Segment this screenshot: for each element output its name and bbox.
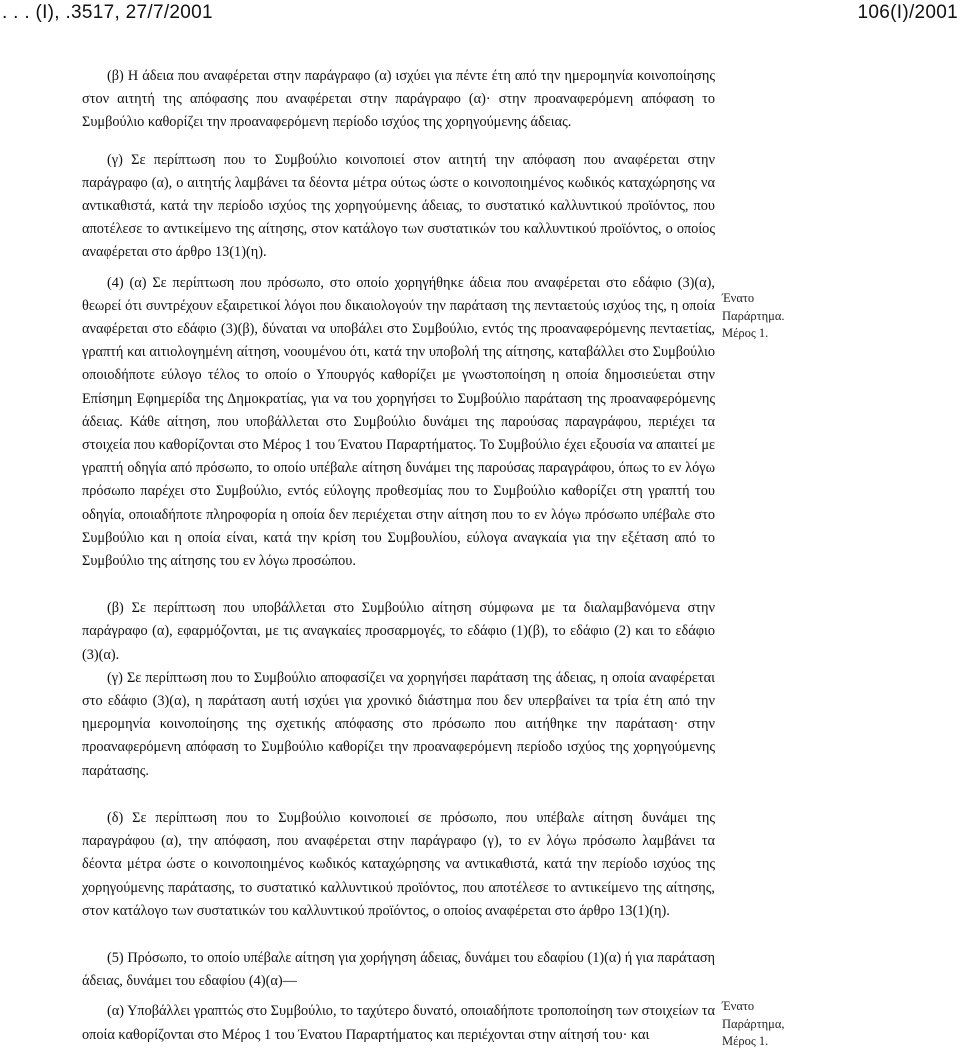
law-text-body xyxy=(82,65,715,1047)
margin-note-line: Ένατο xyxy=(722,291,755,305)
margin-note-line: Μέρος 1. xyxy=(722,1034,769,1049)
paragraph-4b: (β) Σε περίπτωση που υποβάλλεται στο Συμβούλιο αίτηση σύμφωνα με τα διαλαμβανόμενα στην παράγραφο (α), εφαρμόζονται, με τις αναγκαίες προσαρμογές, το εδάφιο (1)(β), το εδάφιο (2) και το εδάφιο (3)(α). xyxy=(82,600,715,663)
law-number: 106(Ι)/2001 xyxy=(857,2,958,23)
margin-note-line: Παράρτημα. xyxy=(722,308,785,323)
margin-note-ninth-annex xyxy=(722,290,802,343)
paragraph-5a: (α) Υποβάλλει γραπτώς στο Συμβούλιο, το ταχύτερο δυνατό, οποιαδήποτε τροποποίηση των στοιχείων τα οποία καθορίζονται στο Μέρος 1 του Ένατου Παραρτήματος και περιέχονται στην αίτησή του· και xyxy=(82,1003,715,1043)
paragraph-3c: (γ) Σε περίπτωση που το Συμβούλιο κοινοποιεί στον αιτητή την απόφαση που αναφέρεται στην παράγραφο (α), ο αιτητής λαμβάνει τα δέοντα μέτρα ούτως ώστε ο κοινοποιημένος κωδικός καταχώρησης να αντικαθιστά, κατά την περίοδο ισχύος της χορηγούμενης άδειας, το συστατικό καλλυντικού προϊόντος, που αποτέλεσε το αντικείμενο της αίτησης, στον κατάλογο των συστατικών του καλλυντικού προϊόντος, ο οποίος αναφέρεται στο άρθρο 13(1)(η). xyxy=(82,151,715,261)
gazette-reference: . . . (Ι), .3517, 27/7/2001 xyxy=(2,2,213,23)
paragraph-5: (5) Πρόσωπο, το οποίο υπέβαλε αίτηση για χορήγηση άδειας, δυνάμει του εδαφίου (1)(α) ή για παράταση άδειας, δυνάμει του εδαφίου (4)(α)— xyxy=(82,949,715,990)
paragraph-4a: (4) (α) Σε περίπτωση που πρόσωπο, στο οποίο χορηγήθηκε άδεια που αναφέρεται στο εδάφιο (3)(α), θεωρεί ότι συντρέχουν εξαιρετικοί λόγοι που δικαιολογούν την παράταση της πενταετούς ισχύος της, η οποία αναφέρεται στο εδάφιο (3)(β), δύναται να υποβάλει στο Συμβούλιο, εντός της προαναφερόμενης πενταετίας, γραπτή και αιτιολογημένη αίτηση, νοουμένου ότι, κατά την υποβολή της αίτησης, καταβάλλει στο Συμβούλιο οποιοδήποτε εύλογο τέλος το οποίο ο Υπουργός καθορίζει με γνωστοποίηση η οποία δημοσιεύεται στην Επίσημη Εφημερίδα της Δημοκρατίας, για να του χορηγήσει το Συμβούλιο παράταση της προαναφερόμενης άδειας. Κάθε αίτηση, που υποβάλλεται στο Συμβούλιο δυνάμει της παρούσας παραγράφου, περιέχει τα στοιχεία που καθορίζονται στο Μέρος 1 του Ένατου Παραρτήματος. Το Συμβούλιο έχει εξουσία να απαιτεί με γραπτή οδηγία από πρόσωπο, το οποίο υπέβαλε αίτηση δυνάμει της παρούσας παραγράφου, όπως το εν λόγω πρόσωπο παρέχει στο Συμβούλιο, εντός εύλογης προθεσμίας που το Συμβούλιο καθορίζει στη γραπτή του οδηγία, οποιαδήποτε πληροφορία η οποία δεν περιέχεται στην αίτηση που το εν λόγω πρόσωπο υπέβαλε στο Συμβούλιο και η οποία είναι, κατά την κρίση του Συμβουλίου, εύλογα αναγκαία για την εξέταση από το Συμβούλιο της αίτησης του εν λόγω προσώπου. xyxy=(82,274,715,570)
margin-note-line: Παράρτημα, xyxy=(722,1016,785,1031)
paragraph-3b: (β) Η άδεια που αναφέρεται στην παράγραφο (α) ισχύει για πέντε έτη από την ημερομηνία κοινοποίησης στον αιτητή της απόφασης που αναφέρεται στην παράγραφο (α)· στην προαναφερόμενη απόφαση το Συμβούλιο καθορίζει την προαναφερόμενη περίοδο ισχύος της χορηγούμενης άδειας. xyxy=(82,68,715,131)
margin-note-ninth-annex-2 xyxy=(722,998,802,1051)
paragraph-4d: (δ) Σε περίπτωση που το Συμβούλιο κοινοποιεί σε πρόσωπο, που υπέβαλε αίτηση δυνάμει της παραγράφου (α), την απόφαση, που αναφέρεται στην παράγραφο (γ), το εν λόγω πρόσωπο λαμβάνει τα δέοντα μέτρα ώστε ο κοινοποιημένος κωδικός καταχώρησης να αντικαθιστά, κατά την περίοδο ισχύος της χορηγούμενης παράτασης, το συστατικό καλλυντικού προϊόντος, που αποτέλεσε το αντικείμενο της αίτησης, στον κατάλογο των συστατικών του καλλυντικού προϊόντος, ο οποίος αναφέρεται στο άρθρο 13(1)(η). xyxy=(82,809,715,919)
margin-note-line: Ένατο xyxy=(722,999,755,1013)
margin-note-line: Μέρος 1. xyxy=(722,326,769,341)
page-header xyxy=(0,0,960,26)
paragraph-4c: (γ) Σε περίπτωση που το Συμβούλιο αποφασίζει να χορηγήσει παράταση της άδειας, η οποία αναφέρεται στο εδάφιο (3)(α), η παράταση αυτή ισχύει για χρονικό διάστημα που δεν υπερβαίνει τα τρία έτη από την ημερομηνία κοινοποίησης της σχετικής απόφασης στο πρόσωπο που αιτήθηκε την παράταση· στην προαναφερόμενη απόφαση το Συμβούλιο καθορίζει την προαναφερόμενη περίοδο ισχύος της χορηγούμενης παράτασης. xyxy=(82,669,715,779)
